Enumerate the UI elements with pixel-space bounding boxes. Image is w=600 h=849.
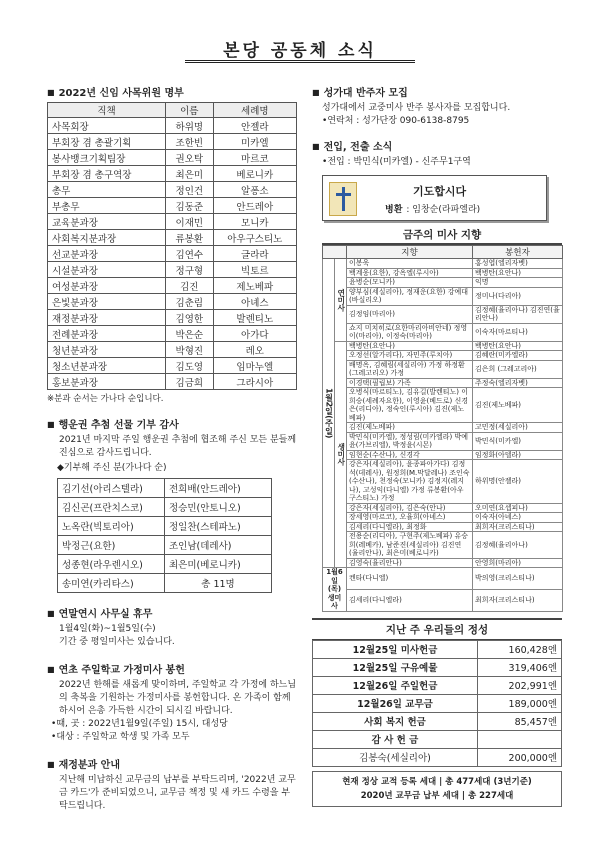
stats-label: 사회 복지 헌금 (313, 712, 478, 730)
liturgy-intention: 백계웅(요한), 강옥엘(루시아) (347, 268, 473, 278)
roster-cell: 제노베파 (213, 278, 296, 294)
roster-row (48, 166, 297, 182)
liturgy-intention: 임현순(수산나), 신경각 (347, 450, 473, 460)
roster-cell: 그라시아 (213, 374, 296, 390)
prayer-name: : 임창순(라파엘라) (406, 205, 481, 215)
liturgy-offerer: 박의영(크리스티나) (473, 568, 563, 590)
gift-cell: 김신곤(프란치스코) (58, 498, 165, 517)
gift-cell: 전희배(안드레아) (165, 479, 272, 498)
liturgy-offerer: 백병탄(요안나) (473, 268, 563, 278)
liturgy-header-intention: 지향 (347, 246, 473, 259)
gift-cell: 최은미(베로니카) (165, 555, 272, 574)
roster-cell: 총무 (48, 182, 166, 198)
roster-cell: 아우구스티노 (213, 230, 296, 246)
roster-row (48, 278, 297, 294)
roster-row (48, 342, 297, 358)
roster-cell: 사회복지분과장 (48, 230, 166, 246)
roster-cell: 김영한 (166, 310, 214, 326)
choir-body: 성가대에서 교중미사 반주 봉사자를 모집합니다. (322, 103, 511, 113)
roster-cell: 봉사뱅크기획팀장 (48, 150, 166, 166)
liturgy-intention: 김진(제노베파) (347, 423, 473, 433)
stats-special-amount: 200,000엔 (478, 748, 562, 766)
liturgy-row (323, 532, 563, 559)
roster-cell: 아녜스 (213, 294, 296, 310)
stats-amount: 189,000엔 (478, 694, 562, 712)
stats-special-label: 감 사 헌 금 (313, 730, 478, 748)
liturgy-offerer: 김진(제노베파) (473, 388, 563, 423)
summary-line1: 현재 정상 교적 등록 세대 | 총 477세대 (3년기준) (342, 776, 532, 787)
roster-cell: 사목회장 (48, 118, 166, 134)
gift-cell: 총 11명 (165, 574, 272, 593)
liturgy-row (323, 351, 563, 361)
gift-cell: 성종현(라우렌시오) (58, 555, 165, 574)
prayer-label: 병환 (385, 205, 403, 215)
stats-row (313, 712, 562, 730)
roster-header: 세례명 (213, 103, 296, 118)
roster-cell: 빅토르 (213, 262, 296, 278)
roster-cell: 알퐁소 (213, 182, 296, 198)
liturgy-row (323, 360, 563, 378)
liturgy-table (322, 245, 563, 612)
sunday-school-when: • 때, 곳 : 2022년1월9일(주일) 15시, 대성당 (47, 718, 297, 731)
roster-cell: 재정분과장 (48, 310, 166, 326)
stats-special-name: 김봉숙(세실리아) (313, 748, 478, 766)
liturgy-intention: 김세리(다니엘라), 최정화 (347, 522, 473, 532)
roster-cell: 최은미 (166, 166, 214, 182)
gift-row (58, 555, 272, 574)
gift-row (58, 536, 272, 555)
stats-amount: 160,428엔 (478, 640, 562, 658)
liturgy-intention: 강은자(세실리아), 윤종파아가다) 김정석(데레사), 원정희(M.막달레나) 조인숙(수산나), 천정숙(모니카) 김정지(레지나), 고성익(다니엘) 가정 류봉환(아우구스티노) 가정 (347, 460, 473, 504)
roster-row (48, 198, 297, 214)
office-line2: 기간 중 평일미사는 있습니다. (59, 637, 175, 647)
liturgy-intention: 전용순(리디아), 구현주(제노베파) 유승희(레베카), 남준진(세실리아) 김진연(율리안나), 최은미(베로니카) (347, 532, 473, 559)
liturgy-intention: 박민식(미카엘), 정성림(미카엘라) 박예윤(가브리엘), 박정윤(시몬) (347, 432, 473, 450)
stats-row (313, 658, 562, 676)
choir-contact: • 연락처 : 성가단장 090-6138-8795 (312, 115, 562, 128)
gift-cell: 김기선(아리스텔라) (58, 479, 165, 498)
liturgy-intention: 윤병순(모니카) (347, 278, 473, 288)
liturgy-group: 생미사 (335, 341, 347, 568)
roster-header: 이름 (166, 103, 214, 118)
liturgy-row (323, 432, 563, 450)
stats-row (313, 694, 562, 712)
roster-cell: 임마누엘 (213, 358, 296, 374)
roster-row (48, 150, 297, 166)
liturgy-row (323, 522, 563, 532)
gift-body: 2021년 마지막 주일 행운권 추첨에 협조해 주신 모든 분들께 진심으로 감사드립니다. (59, 435, 297, 458)
stats-label: 12월25일 미사헌금 (313, 640, 478, 658)
liturgy-offerer: 최희자(크리스티나) (473, 589, 563, 611)
roster-cell: 선교분과장 (48, 246, 166, 262)
gift-cell: 박정근(요한) (58, 536, 165, 555)
gift-table (57, 478, 272, 593)
roster-heading: ■ 2022년 신임 사목위원 명부 (47, 84, 297, 99)
gift-row (58, 479, 272, 498)
stats-amount: 202,991엔 (478, 676, 562, 694)
liturgy-row (323, 460, 563, 504)
liturgy-intention: 이경택(필립보) 가족 (347, 378, 473, 388)
stats-amount: 85,457엔 (478, 712, 562, 730)
liturgy-offerer: 안영희(마리아) (473, 558, 563, 568)
liturgy-intention: 오정선(알가리다), 자민주(루치아) (347, 351, 473, 361)
roster-header: 직책 (48, 103, 166, 118)
roster-row (48, 358, 297, 374)
liturgy-intention: 김영숙(율리안나) (347, 558, 473, 568)
roster-row (48, 246, 297, 262)
roster-cell: 홍보분과장 (48, 374, 166, 390)
sunday-school-target: • 대상 : 주일학교 학생 및 가족 모두 (47, 731, 297, 744)
roster-cell: 부회장 겸 총구역장 (48, 166, 166, 182)
roster-cell: 권오탁 (166, 150, 214, 166)
prayer-line (385, 202, 480, 215)
liturgy-offerer: 백병탄(요안나) (473, 341, 563, 351)
liturgy-row (323, 287, 563, 305)
roster-cell: 박형진 (166, 342, 214, 358)
roster-cell: 정인건 (166, 182, 214, 198)
stats-title: 지난 주 우리들의 정성 (312, 618, 562, 640)
liturgy-offerer: 익명 (473, 278, 563, 288)
roster-row (48, 118, 297, 134)
office-heading: ■ 연말연시 사무실 휴무 (47, 605, 297, 620)
gift-cell: 송미연(카리타스) (58, 574, 165, 593)
liturgy-offerer: 홍성엽(엘리자벳) (473, 259, 563, 269)
roster-cell: 발렌티노 (213, 310, 296, 326)
transfer-line: • 전입 : 박민식(미카엘) - 신주무1구역 (312, 156, 562, 169)
gift-sub: ◆ 기부해 주신 분(가나다 순) (47, 462, 297, 475)
roster-cell: 하위명 (166, 118, 214, 134)
roster-cell: 부총무 (48, 198, 166, 214)
liturgy-row (323, 423, 563, 433)
liturgy-intention: 켄타(다니엘) (347, 568, 473, 590)
roster-cell: 박은순 (166, 326, 214, 342)
liturgy-offerer: 고민정(세실리아) (473, 423, 563, 433)
liturgy-intention: 쇼지 미치히로(요한마리아비안네) 정영이(마리아), 이정숙(마리아) (347, 323, 473, 341)
gift-row (58, 517, 272, 536)
roster-cell: 교육분과장 (48, 214, 166, 230)
liturgy-offerer: 임정화(아델라) (473, 450, 563, 460)
liturgy-intention: 김정임(마리아) (347, 305, 473, 323)
transfer-heading: ■ 전입, 전출 소식 (312, 138, 562, 153)
office-line1: 1월4일(화)~1월5일(수) (59, 624, 156, 634)
gift-row (58, 574, 272, 593)
roster-cell: 이재민 (166, 214, 214, 230)
finance-body: 지난해 미납하신 교무금의 납부를 부탁드리며, '2022년 교무금 카드'가 준비되었으니, 교무금 책정 및 새 카드 수령을 부탁드립니다. (59, 775, 296, 811)
stats-special-label-row (313, 730, 562, 748)
roster-cell: 김연수 (166, 246, 214, 262)
stats-table (312, 640, 562, 767)
roster-cell: 안젤라 (213, 118, 296, 134)
gift-cell: 정일찬(스테파노) (165, 517, 272, 536)
stats-row (313, 676, 562, 694)
stats-label: 12월26일 교무금 (313, 694, 478, 712)
liturgy-extra-label: 생미사 (327, 593, 342, 610)
liturgy-row (323, 341, 563, 351)
liturgy-offerer: 김정혜(율리아나) (473, 532, 563, 559)
roster-cell: 글라라 (213, 246, 296, 262)
liturgy-intention: 양부심(세실리아), 정재운(요한) 강예대(바실리오) (347, 287, 473, 305)
roster-cell: 청년분과장 (48, 342, 166, 358)
roster-cell: 시설분과장 (48, 262, 166, 278)
roster-cell: 레오 (213, 342, 296, 358)
roster-cell: 아가다 (213, 326, 296, 342)
roster-cell: 전례분과장 (48, 326, 166, 342)
roster-row (48, 182, 297, 198)
roster-row (48, 310, 297, 326)
roster-table (47, 102, 297, 390)
title-rule (185, 60, 415, 63)
roster-cell: 안드레아 (213, 198, 296, 214)
liturgy-row (323, 378, 563, 388)
liturgy-row (323, 278, 563, 288)
liturgy-intention: 오병식(마르티노), 김유길(발렌티노) 이희승(세례자요한), 이영윤(베드로) 신경은(리디아), 정숙인(루시아) 김진(제노베파) (347, 388, 473, 423)
right-column (312, 84, 562, 807)
liturgy-offerer: 김은희 (그레고리아) (473, 360, 563, 378)
liturgy-offerer: 하위명(안젤라) (473, 460, 563, 504)
liturgy-offerer: 김혜란(미카엘라) (473, 351, 563, 361)
prayer-box (322, 175, 547, 221)
liturgy-row (323, 268, 563, 278)
roster-cell: 베로니카 (213, 166, 296, 182)
sunday-school-heading: ■ 연초 주일학교 가정미사 봉헌 (47, 661, 297, 676)
roster-row (48, 134, 297, 150)
gift-cell: 조인남(데레사) (165, 536, 272, 555)
stats-row (313, 640, 562, 658)
liturgy-offerer: 박민식(미카엘) (473, 432, 563, 450)
roster-cell: 미카엘 (213, 134, 296, 150)
roster-cell: 정구형 (166, 262, 214, 278)
roster-note: ※분과 순서는 가나다 순입니다. (47, 394, 164, 404)
roster-row (48, 326, 297, 342)
liturgy-offerer: 김정혜(율리아나) 김진연(율리안나) (473, 305, 563, 323)
liturgy-row (323, 503, 563, 513)
roster-cell: 김동준 (166, 198, 214, 214)
liturgy-offerer: 오미연(요셉피나) (473, 503, 563, 513)
gift-heading: ■ 행운권 추첨 선물 기부 감사 (47, 416, 297, 431)
liturgy-day: 1월2일(주일) (323, 259, 335, 568)
liturgy-extra-row (323, 568, 563, 590)
roster-cell: 여성분과장 (48, 278, 166, 294)
roster-cell: 류봉환 (166, 230, 214, 246)
roster-cell: 김도영 (166, 358, 214, 374)
liturgy-group: 연미사 (335, 259, 347, 342)
roster-row (48, 262, 297, 278)
roster-cell: 청소년분과장 (48, 358, 166, 374)
liturgy-extra-date: 1월6일(목) (326, 568, 343, 593)
roster-row (48, 374, 297, 390)
liturgy-intention: 백병탄(요안나) (347, 341, 473, 351)
liturgy-offerer: 정미나(다리아) (473, 287, 563, 305)
roster-row (48, 230, 297, 246)
choir-heading: ■ 성가대 반주자 모집 (312, 84, 562, 99)
liturgy-offerer: 주정숙(엘리자벳) (473, 378, 563, 388)
roster-cell: 은빛분과장 (48, 294, 166, 310)
finance-heading: ■ 재정분과 안내 (47, 756, 297, 771)
liturgy-row (323, 388, 563, 423)
roster-cell: 모니카 (213, 214, 296, 230)
liturgy-row (323, 323, 563, 341)
roster-cell: 김춘림 (166, 294, 214, 310)
liturgy-intention: 이봉욱 (347, 259, 473, 269)
roster-cell: 부회장 겸 총괄기획 (48, 134, 166, 150)
liturgy-extra-day (323, 568, 347, 612)
roster-row (48, 294, 297, 310)
page-title: 본당 공동체 소식 (223, 41, 377, 61)
liturgy-offerer: 이숙자(아녜스) (473, 513, 563, 523)
stats-special-row (313, 748, 562, 766)
gift-row (58, 498, 272, 517)
stats-label: 12월26일 주일헌금 (313, 676, 478, 694)
summary-box (312, 771, 562, 807)
liturgy-row (323, 259, 563, 269)
liturgy-intention: 강은자(세실리아), 김은숙(안나) (347, 503, 473, 513)
sunday-school-body: 2022년 한해를 새롭게 맞이하며, 주일학교 각 가정에 하느님의 축복을 기원하는 가정미사를 봉헌합니다. 온 가족이 함께하시어 은총 가득한 시간이 되시길 바랍니다. (59, 680, 297, 716)
liturgy-intention: 배명옥, 김혜림(세실리아) 가정 하정환(그레고리오) 가정 (347, 360, 473, 378)
roster-cell: 조한빈 (166, 134, 214, 150)
liturgy-header-offerer: 봉헌자 (473, 246, 563, 259)
roster-row (48, 214, 297, 230)
liturgy-row (323, 558, 563, 568)
gift-cell: 노옥란(빅토리아) (58, 517, 165, 536)
liturgy-row (323, 450, 563, 460)
roster-cell: 김진 (166, 278, 214, 294)
stats-label: 12월25일 구유예물 (313, 658, 478, 676)
stats-amount: 319,406엔 (478, 658, 562, 676)
liturgy-offerer: 최희자(크리스티나) (473, 522, 563, 532)
liturgy-offerer: 이숙자(마르티나) (473, 323, 563, 341)
liturgy-intention: 김세리(다니엘라) (347, 589, 473, 611)
roster-cell: 김금희 (166, 374, 214, 390)
prayer-heading: 기도합시다 (413, 185, 467, 198)
cross-icon (329, 182, 357, 216)
roster-cell: 마르코 (213, 150, 296, 166)
liturgy-intention: 장세영(마르코), 오율희(아녜스) (347, 513, 473, 523)
summary-line2: 2020년 교무금 납부 세대 | 총 227세대 (360, 790, 514, 801)
liturgy-row (323, 305, 563, 323)
liturgy-title: 금주의 미사 지향 (322, 227, 562, 245)
gift-cell: 정승민(안토니오) (165, 498, 272, 517)
liturgy-row (323, 513, 563, 523)
liturgy-extra-row (323, 589, 563, 611)
left-column (47, 84, 297, 813)
